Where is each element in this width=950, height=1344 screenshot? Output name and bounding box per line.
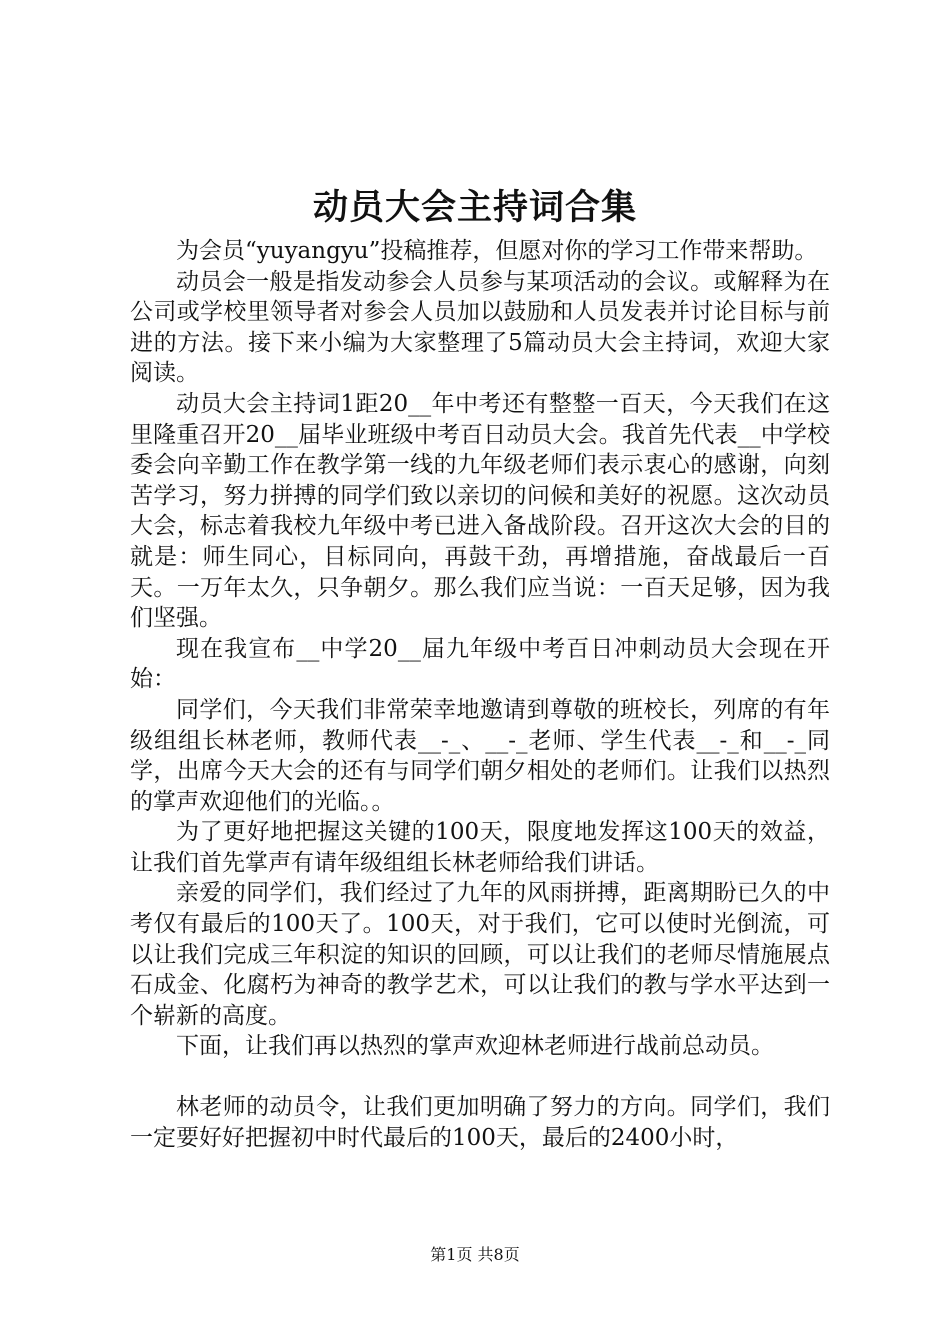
paragraph-guests: 同学们，今天我们非常荣幸地邀请到尊敬的班校长，列席的有年级组组长林老师，教师代表__-_、__-_老师、学生代表__-_和__-_同学，出席今天大会的还有与同学们朝夕相处的老师们。让我们以热烈的掌声欢迎他们的光临。。 <box>130 696 830 815</box>
paragraph-announcement: 现在我宣布__中学20__届九年级中考百日冲刺动员大会现在开始： <box>130 635 830 693</box>
paragraph-welcome-teacher: 下面，让我们再以热烈的掌声欢迎林老师进行战前总动员。 <box>176 1033 774 1060</box>
paragraph-gap <box>130 1062 830 1092</box>
paragraph-closing: 林老师的动员令，让我们更加明确了努力的方向。同学们，我们一定要好好把握初中时代最后的100天，最后的2400小时， <box>130 1094 830 1151</box>
paragraph-invite-speaker: 为了更好地把握这关键的100天，限度地发挥这100天的效益，让我们首先掌声有请年级组组长林老师给我们讲话。 <box>130 819 830 876</box>
paragraph-definition: 动员会一般是指发动参会人员参与某项活动的会议。或解释为在公司或学校里领导者对参会人员加以鼓励和人员发表并讨论目标与前进的方法。接下来小编为大家整理了5篇动员大会主持词，欢迎大家阅读。 <box>130 268 830 387</box>
paragraph-speech-1-opening: 动员大会主持词1距20__年中考还有整整一百天，今天我们在这里隆重召开20__届毕业班级中考百日动员大会。我首先代表__中学校委会向辛勤工作在教学第一线的九年级老师们表示衷心的感谢，向刻苦学习，努力拼搏的同学们致以亲切的问候和美好的祝愿。这次动员大会，标志着我校九年级中考已进入备战阶段。召开这次大会的目的就是：师生同心，目标同向，再鼓干劲，再增措施，奋战最后一百天。一万年太久，只争朝夕。那么我们应当说：一百天足够，因为我们坚强。 <box>130 390 830 632</box>
paragraph-address: 亲爱的同学们，我们经过了九年的风雨拼搏，距离期盼已久的中考仅有最后的100天了。100天，对于我们，它可以使时光倒流，可以让我们完成三年积淀的知识的回顾，可以让我们的老师尽情施展点石成金、化腐朽为神奇的教学艺术，可以让我们的教与学水平达到一个崭新的高度。 <box>130 880 830 1029</box>
document-title: 动员大会主持词合集 <box>312 187 637 228</box>
page-number-footer: 第1页 共8页 <box>430 1245 520 1264</box>
paragraph-intro: 为会员“yuyangyu”投稿推荐，但愿对你的学习工作带来帮助。 <box>176 238 818 264</box>
document-body <box>130 236 830 1153</box>
